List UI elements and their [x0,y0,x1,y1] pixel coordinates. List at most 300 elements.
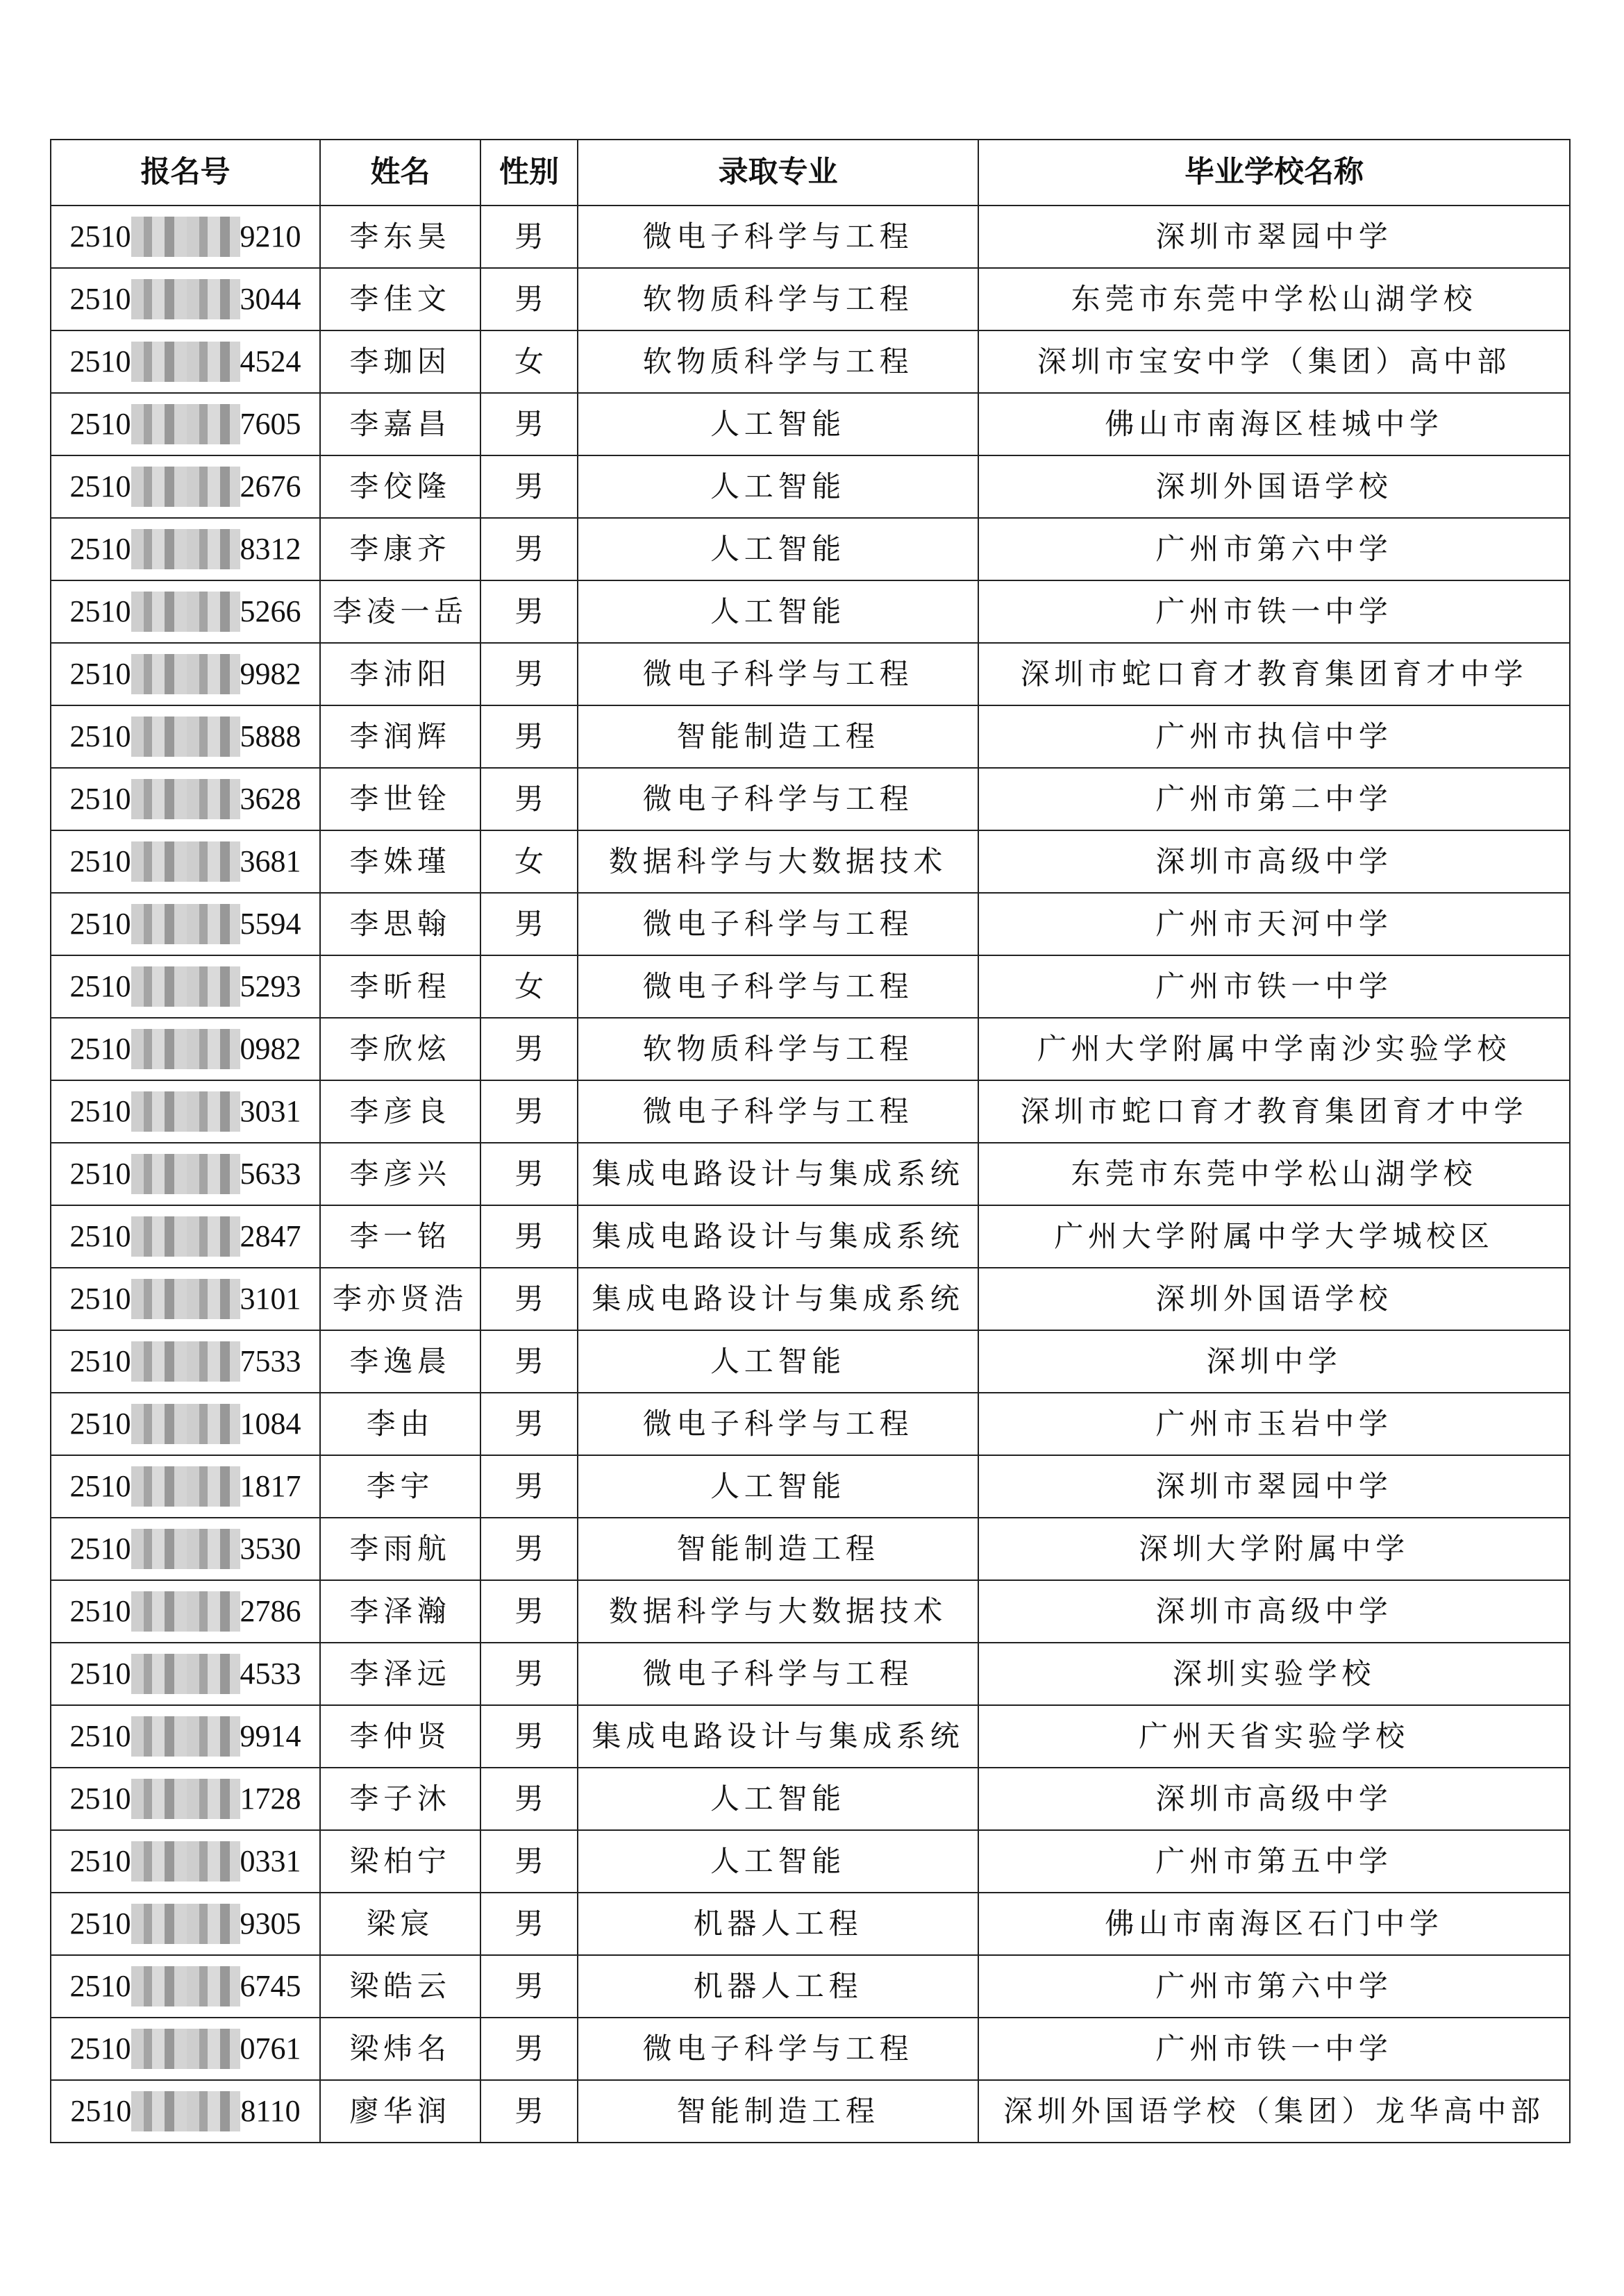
admitted-major: 集成电路设计与集成系统 [578,1268,978,1330]
student-gender: 男 [480,1830,578,1893]
registration-number [70,404,301,444]
registration-number [70,1529,301,1569]
registration-number-prefix: 2510 [69,1094,131,1128]
registration-number-suffix: 5594 [240,907,301,941]
graduate-school: 佛山市南海区桂城中学 [978,393,1570,455]
registration-number-cell [51,893,320,955]
registration-number [70,1904,301,1944]
registration-number-suffix: 3530 [240,1532,301,1566]
table-row [51,1580,1570,1643]
redaction-mask [131,1966,240,2006]
registration-number-cell [51,955,320,1018]
registration-number-suffix: 2786 [240,1594,301,1628]
admission-list-table [50,139,1571,2143]
admitted-major: 人工智能 [578,393,978,455]
registration-number-cell [51,1643,320,1705]
admitted-major: 微电子科学与工程 [578,2018,978,2080]
table-row [51,893,1570,955]
admitted-major: 人工智能 [578,1455,978,1518]
registration-number-prefix: 2510 [69,532,131,566]
header-gender: 性别 [480,140,578,206]
registration-number [70,217,301,257]
registration-number-suffix: 6745 [240,1969,301,2003]
graduate-school: 广州市第六中学 [978,1955,1570,2018]
table-row [51,1018,1570,1080]
table-row [51,1830,1570,1893]
redaction-mask [131,1091,240,1132]
registration-number-cell [51,705,320,768]
registration-number-cell [51,1393,320,1455]
registration-number-cell [51,455,320,518]
admitted-major: 数据科学与大数据技术 [578,1580,978,1643]
student-name: 李欣炫 [320,1018,480,1080]
registration-number [70,1341,301,1382]
registration-number-prefix: 2510 [69,1407,131,1441]
registration-number-prefix: 2510 [69,1219,131,1253]
table-header [51,140,1570,206]
registration-number [70,841,301,882]
table-row [51,1893,1570,1955]
graduate-school: 佛山市南海区石门中学 [978,1893,1570,1955]
table-row [51,455,1570,518]
admitted-major: 人工智能 [578,1830,978,1893]
admitted-major: 智能制造工程 [578,1518,978,1580]
student-gender: 男 [480,268,578,330]
student-gender: 男 [480,1518,578,1580]
registration-number-cell [51,1955,320,2018]
registration-number-prefix: 2510 [69,1282,131,1316]
student-gender: 男 [480,1080,578,1143]
student-gender: 男 [480,2080,578,2143]
redaction-mask [131,404,240,444]
table-row [51,268,1570,330]
admitted-major: 微电子科学与工程 [578,643,978,705]
redaction-mask [131,1654,240,1694]
admitted-major: 人工智能 [578,518,978,580]
registration-number-cell [51,1455,320,1518]
registration-number-prefix: 2510 [69,907,131,941]
table-row [51,1768,1570,1830]
student-name: 梁炜名 [320,2018,480,2080]
graduate-school: 广州市第二中学 [978,768,1570,830]
graduate-school: 广州市天河中学 [978,893,1570,955]
registration-number-cell [51,1768,320,1830]
admitted-major: 集成电路设计与集成系统 [578,1143,978,1205]
table-row [51,830,1570,893]
student-gender: 男 [480,1268,578,1330]
student-name: 李泽远 [320,1643,480,1705]
registration-number [70,1154,301,1194]
graduate-school: 广州市铁一中学 [978,580,1570,643]
graduate-school: 广州天省实验学校 [978,1705,1570,1768]
admitted-major: 微电子科学与工程 [578,955,978,1018]
redaction-mask [131,1466,240,1507]
graduate-school: 广州市铁一中学 [978,955,1570,1018]
student-gender: 男 [480,1893,578,1955]
student-name: 李嘉昌 [320,393,480,455]
registration-number [70,1091,301,1132]
graduate-school: 深圳市宝安中学（集团）高中部 [978,330,1570,393]
graduate-school: 广州市第五中学 [978,1830,1570,1893]
registration-number-cell [51,1268,320,1330]
student-name: 李佳文 [320,268,480,330]
registration-number-prefix: 2510 [69,594,131,628]
table-row [51,1643,1570,1705]
student-name: 李逸晨 [320,1330,480,1393]
registration-number-cell [51,643,320,705]
student-name: 李润辉 [320,705,480,768]
table-row [51,955,1570,1018]
student-name: 李亦贤浩 [320,1268,480,1330]
redaction-mask [131,1341,240,1382]
student-name: 李思翰 [320,893,480,955]
registration-number-prefix: 2510 [69,282,131,316]
registration-number-suffix: 2676 [240,469,301,503]
student-gender: 男 [480,455,578,518]
student-gender: 男 [480,206,578,268]
registration-number-suffix: 4533 [240,1657,301,1691]
student-gender: 男 [480,518,578,580]
student-gender: 男 [480,705,578,768]
graduate-school: 广州市玉岩中学 [978,1393,1570,1455]
student-name: 李彦良 [320,1080,480,1143]
registration-number [70,654,301,694]
registration-number-cell [51,1518,320,1580]
admitted-major: 软物质科学与工程 [578,268,978,330]
registration-number-prefix: 2510 [69,219,131,253]
registration-number [70,1841,301,1882]
registration-number-suffix: 5293 [240,969,301,1003]
student-gender: 男 [480,768,578,830]
registration-number-cell [51,830,320,893]
registration-number-suffix: 7605 [240,407,301,441]
student-gender: 男 [480,1143,578,1205]
registration-number-cell [51,1893,320,1955]
header-name: 姓名 [320,140,480,206]
registration-number-prefix: 2510 [69,2031,131,2065]
registration-number-cell [51,518,320,580]
graduate-school: 广州市第六中学 [978,518,1570,580]
student-name: 梁柏宁 [320,1830,480,1893]
registration-number-suffix: 8110 [240,2094,301,2128]
registration-number-cell [51,1080,320,1143]
student-name: 李子沐 [320,1768,480,1830]
graduate-school: 东莞市东莞中学松山湖学校 [978,268,1570,330]
student-name: 李康齐 [320,518,480,580]
redaction-mask [131,529,240,569]
student-name: 廖华润 [320,2080,480,2143]
registration-number-suffix: 1817 [240,1469,301,1503]
redaction-mask [131,467,240,507]
admitted-major: 集成电路设计与集成系统 [578,1205,978,1268]
redaction-mask [131,2091,240,2131]
redaction-mask [131,1841,240,1882]
registration-number-prefix: 2510 [69,969,131,1003]
graduate-school: 深圳市翠园中学 [978,206,1570,268]
registration-number [70,1779,301,1819]
student-name: 梁宸 [320,1893,480,1955]
admitted-major: 集成电路设计与集成系统 [578,1705,978,1768]
table-row [51,1268,1570,1330]
registration-number-suffix: 9305 [240,1907,301,1941]
redaction-mask [131,779,240,819]
registration-number-cell [51,1143,320,1205]
registration-number [70,342,301,382]
graduate-school: 深圳市高级中学 [978,830,1570,893]
table-row [51,705,1570,768]
registration-number-prefix: 2510 [69,782,131,816]
registration-number-prefix: 2510 [69,1532,131,1566]
registration-number-cell [51,1330,320,1393]
student-name: 李仲贤 [320,1705,480,1768]
graduate-school: 深圳市蛇口育才教育集团育才中学 [978,643,1570,705]
admitted-major: 软物质科学与工程 [578,1018,978,1080]
registration-number-suffix: 1084 [240,1407,301,1441]
student-gender: 男 [480,893,578,955]
table-row [51,1205,1570,1268]
admitted-major: 软物质科学与工程 [578,330,978,393]
admitted-major: 微电子科学与工程 [578,206,978,268]
table-row [51,1455,1570,1518]
student-gender: 男 [480,1705,578,1768]
student-name: 李雨航 [320,1518,480,1580]
redaction-mask [131,1716,240,1757]
registration-number [70,1029,301,1069]
registration-number [70,2091,300,2131]
student-gender: 男 [480,1330,578,1393]
student-gender: 男 [480,1018,578,1080]
registration-number [70,717,301,757]
registration-number-suffix: 3628 [240,782,301,816]
student-gender: 男 [480,643,578,705]
student-gender: 男 [480,1455,578,1518]
registration-number-prefix: 2510 [69,1907,131,1941]
student-name: 李一铭 [320,1205,480,1268]
graduate-school: 深圳市高级中学 [978,1768,1570,1830]
redaction-mask [131,1216,240,1257]
graduate-school: 深圳外国语学校 [978,1268,1570,1330]
redaction-mask [131,217,240,257]
registration-number-cell [51,1018,320,1080]
table-row [51,330,1570,393]
table-row [51,2080,1570,2143]
table-row [51,1955,1570,2018]
table-row [51,1330,1570,1393]
admitted-major: 微电子科学与工程 [578,768,978,830]
graduate-school: 深圳大学附属中学 [978,1518,1570,1580]
student-gender: 男 [480,1205,578,1268]
table-row [51,643,1570,705]
registration-number-suffix: 7533 [240,1344,301,1378]
registration-number-cell [51,268,320,330]
registration-number-suffix: 0331 [240,1844,301,1878]
table-row [51,1143,1570,1205]
registration-number [70,1716,301,1757]
registration-number [70,1966,301,2006]
registration-number-cell [51,330,320,393]
registration-number-cell [51,1830,320,1893]
registration-number-prefix: 2510 [69,657,131,691]
graduate-school: 深圳市高级中学 [978,1580,1570,1643]
registration-number-suffix: 5633 [240,1157,301,1191]
student-name: 李由 [320,1393,480,1455]
registration-number-prefix: 2510 [70,2094,132,2128]
registration-number-suffix: 3044 [240,282,301,316]
registration-number [70,529,301,569]
student-gender: 男 [480,393,578,455]
registration-number-prefix: 2510 [69,1969,131,2003]
graduate-school: 深圳市蛇口育才教育集团育才中学 [978,1080,1570,1143]
registration-number-prefix: 2510 [69,1719,131,1753]
header-registration-number: 报名号 [51,140,320,206]
registration-number-prefix: 2510 [69,1157,131,1191]
table-row [51,580,1570,643]
admitted-major: 人工智能 [578,455,978,518]
admitted-major: 机器人工程 [578,1893,978,1955]
student-gender: 男 [480,580,578,643]
registration-number [70,1654,301,1694]
registration-number-prefix: 2510 [69,407,131,441]
redaction-mask [131,841,240,882]
registration-number-suffix: 3681 [240,844,301,878]
registration-number-suffix: 0982 [240,1032,301,1066]
registration-number-suffix: 3101 [240,1282,301,1316]
student-name: 李东昊 [320,206,480,268]
registration-number-prefix: 2510 [69,1032,131,1066]
graduate-school: 深圳外国语学校 [978,455,1570,518]
student-gender: 男 [480,1580,578,1643]
student-gender: 女 [480,830,578,893]
student-name: 李世铨 [320,768,480,830]
student-name: 李彦兴 [320,1143,480,1205]
student-name: 李昕程 [320,955,480,1018]
registration-number [70,279,301,319]
header-row [51,140,1570,206]
graduate-school: 深圳外国语学校（集团）龙华高中部 [978,2080,1570,2143]
graduate-school: 广州市铁一中学 [978,2018,1570,2080]
admitted-major: 人工智能 [578,1330,978,1393]
student-gender: 女 [480,330,578,393]
registration-number-cell [51,1580,320,1643]
student-name: 李沛阳 [320,643,480,705]
registration-number [70,2029,301,2069]
registration-number-prefix: 2510 [69,1782,131,1816]
registration-number-suffix: 9914 [240,1719,301,1753]
header-admitted-major: 录取专业 [578,140,978,206]
redaction-mask [131,1779,240,1819]
registration-number [70,1591,301,1632]
table-row [51,2018,1570,2080]
table-row [51,1705,1570,1768]
registration-number [70,904,301,944]
registration-number-prefix: 2510 [69,1844,131,1878]
registration-number [70,1216,301,1257]
student-gender: 男 [480,1955,578,2018]
redaction-mask [131,1029,240,1069]
registration-number-prefix: 2510 [69,1344,131,1378]
registration-number-prefix: 2510 [69,1469,131,1503]
redaction-mask [131,2029,240,2069]
redaction-mask [131,1279,240,1319]
table-row [51,1393,1570,1455]
graduate-school: 深圳中学 [978,1330,1570,1393]
redaction-mask [131,966,240,1007]
registration-number-suffix: 9210 [240,219,301,253]
registration-number-suffix: 9982 [240,657,301,691]
table-row [51,518,1570,580]
admitted-major: 人工智能 [578,580,978,643]
student-name: 李珈因 [320,330,480,393]
registration-number-prefix: 2510 [69,719,131,753]
redaction-mask [131,592,240,632]
graduate-school: 东莞市东莞中学松山湖学校 [978,1143,1570,1205]
student-gender: 男 [480,2018,578,2080]
redaction-mask [131,717,240,757]
redaction-mask [131,342,240,382]
registration-number-prefix: 2510 [69,1594,131,1628]
registration-number-prefix: 2510 [69,469,131,503]
table-row [51,768,1570,830]
registration-number-suffix: 0761 [240,2031,301,2065]
registration-number-prefix: 2510 [69,1657,131,1691]
redaction-mask [131,1591,240,1632]
registration-number-cell [51,206,320,268]
registration-number-cell [51,580,320,643]
admitted-major: 机器人工程 [578,1955,978,2018]
admitted-major: 数据科学与大数据技术 [578,830,978,893]
student-name: 李佼隆 [320,455,480,518]
student-name: 李泽瀚 [320,1580,480,1643]
registration-number [70,966,301,1007]
graduate-school: 深圳实验学校 [978,1643,1570,1705]
registration-number-cell [51,768,320,830]
registration-number-suffix: 2847 [240,1219,301,1253]
admitted-major: 微电子科学与工程 [578,1080,978,1143]
table-row [51,1080,1570,1143]
registration-number-cell [51,1705,320,1768]
header-graduate-school: 毕业学校名称 [978,140,1570,206]
graduate-school: 广州市执信中学 [978,705,1570,768]
student-name: 李凌一岳 [320,580,480,643]
registration-number [70,1466,301,1507]
registration-number-cell [51,393,320,455]
student-name: 梁皓云 [320,1955,480,2018]
registration-number [70,592,301,632]
registration-number-prefix: 2510 [69,844,131,878]
registration-number [70,1404,301,1444]
graduate-school: 广州大学附属中学南沙实验学校 [978,1018,1570,1080]
redaction-mask [131,1904,240,1944]
registration-number-suffix: 1728 [240,1782,301,1816]
graduate-school: 深圳市翠园中学 [978,1455,1570,1518]
registration-number [70,1279,301,1319]
student-gender: 女 [480,955,578,1018]
registration-number-suffix: 5888 [240,719,301,753]
registration-number-cell [51,2080,320,2143]
admitted-major: 微电子科学与工程 [578,1393,978,1455]
table-row [51,393,1570,455]
registration-number-suffix: 4524 [240,344,301,378]
table-row [51,1518,1570,1580]
registration-number-cell [51,2018,320,2080]
student-gender: 男 [480,1768,578,1830]
registration-number-prefix: 2510 [69,344,131,378]
student-gender: 男 [480,1393,578,1455]
redaction-mask [131,1529,240,1569]
admitted-major: 人工智能 [578,1768,978,1830]
registration-number [70,467,301,507]
redaction-mask [131,1154,240,1194]
